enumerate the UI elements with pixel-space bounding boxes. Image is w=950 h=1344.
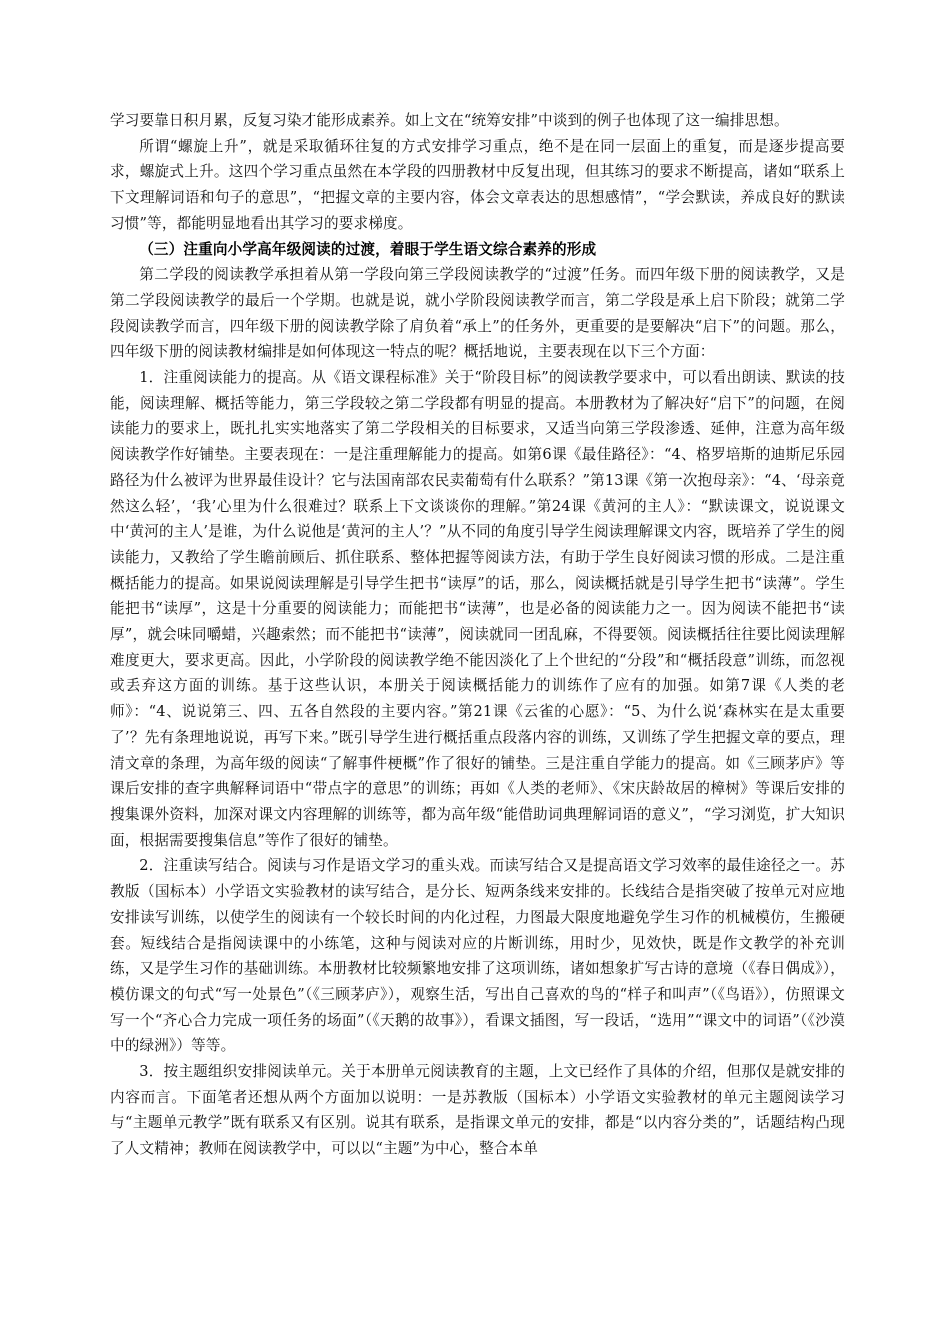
paragraph-point-3-theme-units: 3．按主题组织安排阅读单元。关于本册单元阅读教育的主题，上文已经作了具体的介绍，但那仅是就安排的内容而言。下面笔者还想从两个方面加以说明：一是苏教版（国标本）小学语文实验教材的单元主题阅读学习与“主题单元教学”既有联系又有区别。说其有联系，是指课文单元的安排，都是“以内容分类的”，话题结构凸现了人文精神；教师在阅读教学中，可以以“主题”为中心，整合本单	[110, 1063, 845, 1158]
paragraph-spiral-rise: 所谓“螺旋上升”，就是采取循环往复的方式安排学习重点，绝不是在同一层面上的重复，而是逐步提高要求，螺旋式上升。这四个学习重点虽然在本学段的四册教材中反复出现，但其练习的要求不断提高，诸如“联系上下文理解词语和句子的意思”，“把握文章的主要内容，体会文章表达的思想感情”，“学会默读，养成良好的默读习惯”等，都能明显地看出其学习的要求梯度。	[110, 137, 845, 232]
document-body	[110, 108, 845, 1162]
section-heading-3: （三）注重向小学高年级阅读的过渡，着眼于学生语文综合素养的形成	[139, 240, 597, 258]
paragraph-point-2-reading-writing: 2．注重读写结合。阅读与习作是语文学习的重头戏。而读写结合又是提高语文学习效率的最佳途径之一。苏教版（国标本）小学语文实验教材的读写结合，是分长、短两条线来安排的。长线结合是指突破了按单元对应地安排读写训练，以使学生的阅读有一个较长时间的内化过程，力图最大限度地避免学生习作的机械模仿，生搬硬套。短线结合是指阅读课中的小练笔，这种与阅读对应的片断训练，用时少，见效快，既是作文教学的补充训练，又是学生习作的基础训练。本册教材比较频繁地安排了这项训练，诸如想象扩写古诗的意境（《春日偶成》），模仿课文的句式“写一处景色”（《三顾茅庐》），观察生活，写出自己喜欢的鸟的“样子和叫声”（《鸟语》），仿照课文写一个“齐心合力完成一项任务的场面”（《天鹅的故事》），看课文插图，写一段话，“选用”“课文中的词语”（《沙漠中的绿洲》）等等。	[110, 857, 846, 1055]
paragraph-continuation: 学习要靠日积月累，反复习染才能形成素养。如上文在“统筹安排”中谈到的例子也体现了这一编排思想。	[110, 112, 789, 129]
paragraph-transition-task: 第二学段的阅读教学承担着从第一学段向第三学段阅读教学的“过渡”任务。而四年级下册的阅读教学，又是第二学段阅读教学的最后一个学期。也就是说，就小学阶段阅读教学而言，第二学段是承上启下阶段；就第二学段阅读教学而言，四年级下册的阅读教学除了肩负着“承上”的任务外，更重要的是要解决“启下”的问题。那么，四年级下册的阅读教材编排是如何体现这一特点的呢？概括地说，主要表现在以下三个方面：	[110, 266, 845, 361]
paragraph-point-1-reading-ability: 1．注重阅读能力的提高。从《语文课程标准》关于“阶段目标”的阅读教学要求中，可以看出朗读、默读的技能，阅读理解、概括等能力，第三学段较之第二学段都有明显的提高。本册教材为了解决好“启下”的问题，在阅读能力的要求上，既扎扎实实地落实了第二学段相关的目标要求，又适当向第三学段渗透、延伸，注意为高年级阅读教学作好铺垫。主要表现在：一是注重理解能力的提高。如第6课《最佳路径》：“4、格罗培斯的迪斯尼乐园路径为什么被评为世界最佳设计？它与法国南部农民卖葡萄有什么联系？”第13课《第一次抱母亲》：“4、‘母亲竟然这么轻’，‘我’心里为什么很难过？联系上下文谈谈你的理解。”第24课《黄河的主人》：“默读课文，说说课文中‘黄河的主人’是谁，为什么说他是‘黄河的主人’？”从不同的角度引导学生阅读理解课文内容，既培养了学生的阅读能力，又教给了学生瞻前顾后、抓住联系、整体把握等阅读方法，有助于学生良好阅读习惯的形成。二是注重概括能力的提高。如果说阅读理解是引导学生把书“读厚”的话，那么，阅读概括就是引导学生把书“读薄”。学生能把书“读厚”，这是十分重要的阅读能力；而能把书“读薄”，也是必备的阅读能力之一。因为阅读不能把书“读厚”，就会味同嚼蜡，兴趣索然；而不能把书“读薄”，阅读就同一团乱麻，不得要领。阅读概括往往要比阅读理解难度更大，要求更高。因此，小学阶段的阅读教学绝不能因淡化了上个世纪的“分段”和“概括段意”训练，而忽视或丢弃这方面的训练。基于这些认识，本册关于阅读概括能力的训练作了应有的加强。如第7课《人类的老师》：“4、说说第三、四、五各自然段的主要内容。”第21课《云雀的心愿》：“5、为什么说‘森林实在是太重要了’？先有条理地说说，再写下来。”既引导学生进行概括重点段落内容的训练，又训练了学生把握文章的要点，理清文章的条理，为高年级的阅读“了解事件梗概”作了很好的铺垫。三是注重自学能力的提高。如《三顾茅庐》等课后安排的查字典解释词语中“带点字的意思”的训练；再如《人类的老师》、《宋庆龄故居的樟树》等课后安排的搜集课外资料，加深对课文内容理解的训练等，都为高年级“能借助词典理解词语的意义”，“学习浏览，扩大知识面，根据需要搜集信息”等作了很好的铺垫。	[110, 369, 845, 849]
